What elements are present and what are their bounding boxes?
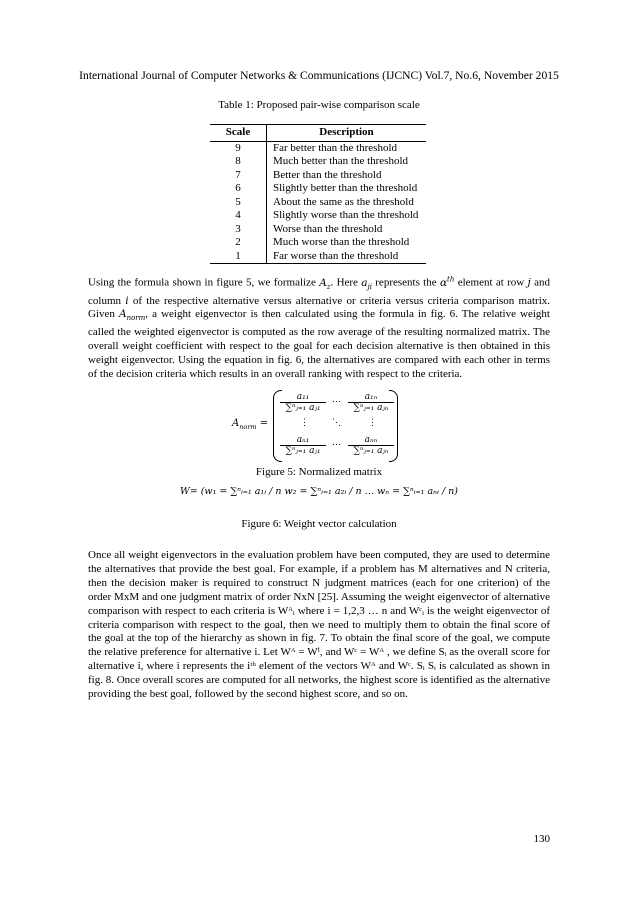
matrix-lhs: $A_{norm}$ = (232, 418, 269, 431)
matrix-ddots: ⋱ (332, 418, 341, 428)
table-row (210, 236, 426, 250)
journal-header: International Journal of Computer Networks & Communications (IJCNC) Vol.7, No.6, November 2015 (79, 69, 559, 82)
scale-value: 3 (210, 223, 267, 237)
table-row (210, 169, 426, 183)
text-run: of the respective alternative versus alternative or criteria versus criteria comparison matrix. Given (88, 294, 551, 321)
matrix-cell-nn: aₙₙ ∑ⁿⱼ₌₁ aⱼₙ (344, 435, 398, 456)
text-run: and column (88, 276, 551, 307)
scale-value: 1 (210, 250, 267, 264)
table-row (210, 141, 426, 155)
column-header-scale: Scale (210, 125, 267, 142)
scale-description: Far worse than the threshold (267, 250, 427, 264)
scale-description: Far better than the threshold (273, 141, 398, 154)
scale-description: Much worse than the threshold (273, 236, 410, 248)
scale-description: Slightly worse than the threshold (273, 209, 419, 221)
scale-description: Worse than the threshold (273, 222, 383, 235)
scale-value: 9 (210, 141, 267, 155)
matrix-vdots-right: ⋮ (368, 418, 377, 428)
table-row (210, 209, 426, 223)
weight-vector-equation: W= (w₁ = ∑ⁿᵢ₌₁ a₁ᵢ / n w₂ = ∑ⁿᵢ₌₁ a₂ᵢ / n … wₙ = ∑ⁿᵢ₌₁ aₙᵢ / n) (179, 486, 458, 497)
paragraph-final-score: Once all weight eigenvectors in the evaluation problem have been computed, they are used to determine the alternatives that provide the best goal. For example, if a problem has M alternatives and N criteria, then the decision maker is required to construct N judgment matrices (each for one criterion) of the order MxM and one judgment matrix of order NxN [25]. Assuming the weight eigenvector of alternative comparison with respect to each criteria is Wᴬᵢ where i = 1,2,3 … n and Wᶜᵢ is the weight eigenvector of criteria comparison with respect to the goal, then we need to multiply them to obtain the final score of the goal at the top of the hierarchy as shown in fig. 7. To obtain the final score of the goal, we compute the relative preference for alternative i. Let Wᴬ = Wⁱ, and Wᶜ = Wᴬ , we define Sᵢ as the overall score for alternative i, where i represents the iᵗʰ element of the vectors Wᴬ and Wᶜ. Sᵢ Sᵢ is calculated as shown in fig. 8. Once overall scores are computed for all networks, the highest score is identified as the alternative providing the best goal, followed by the second highest score, and so on. (88, 549, 550, 701)
table-row (210, 155, 426, 169)
scale-description: Slightly better than the threshold (273, 182, 418, 194)
scale-value: 4 (210, 209, 267, 223)
text-run: element at row (454, 276, 528, 289)
figure-6-caption: Figure 6: Weight vector calculation (241, 518, 397, 530)
matrix-cell-1n: a₁ₙ ∑ⁿⱼ₌₁ aⱼₙ (344, 392, 398, 413)
scale-description: About the same as the threshold (273, 195, 414, 208)
text-run: Using the formula shown in figure 5, we formalize (88, 276, 320, 289)
table-row (210, 196, 426, 210)
math-alpha-th: $\alpha^{th}$ (439, 275, 455, 289)
table-header-row (210, 125, 426, 142)
math-a-z: $A_z$ (319, 276, 331, 291)
scale-value: 6 (210, 182, 267, 196)
comparison-scale-table (210, 124, 426, 264)
scale-description: Much better than the threshold (273, 155, 409, 167)
table-row (210, 223, 426, 237)
figure-5-caption: Figure 5: Normalized matrix (255, 466, 383, 478)
table-caption: Table 1: Proposed pair-wise comparison scale (218, 99, 420, 111)
math-j: j (527, 276, 531, 289)
text-run: , a weight eigenvector is then calculated using the formula in fig. 6. The relative weight called the weighted eigenvector is computed as the row average of the resulting normalized matrix. The overall weight coefficient with respect to the goal for each decision alternative is then obtained in this weight eigenvector. Using the equation in fig. 6, the alternatives are compared with each other in terms of the decision criteria which results in an overall ranking with respect to the criteria. (88, 308, 550, 381)
scale-value: 7 (210, 169, 267, 183)
scale-value: 8 (210, 155, 267, 169)
math-a-ji: $a_{ji}$ (361, 276, 372, 291)
text-run: represents the (371, 276, 440, 289)
table-row (210, 182, 426, 196)
scale-value: 2 (210, 236, 267, 250)
scale-value: 5 (210, 196, 267, 210)
matrix-cell-11: a₁₁ ∑ⁿⱼ₌₁ aⱼ₁ (276, 392, 330, 413)
text-run: . Here (330, 276, 362, 289)
matrix-hdots-top: ⋯ (332, 397, 341, 407)
matrix-cell-n1: aₙ₁ ∑ⁿⱼ₌₁ aⱼ₁ (276, 435, 330, 456)
scale-description: Better than the threshold (273, 168, 382, 181)
math-i: i (125, 294, 129, 307)
paragraph-normalization (88, 273, 550, 382)
column-header-description: Description (267, 125, 427, 142)
matrix-vdots-left: ⋮ (300, 418, 309, 428)
page-number: 130 (533, 833, 550, 845)
math-a-norm: $A_{norm}$ (118, 308, 146, 323)
table-row (210, 250, 426, 264)
matrix-hdots-bottom: ⋯ (332, 440, 341, 450)
normalized-matrix-equation (232, 390, 432, 460)
